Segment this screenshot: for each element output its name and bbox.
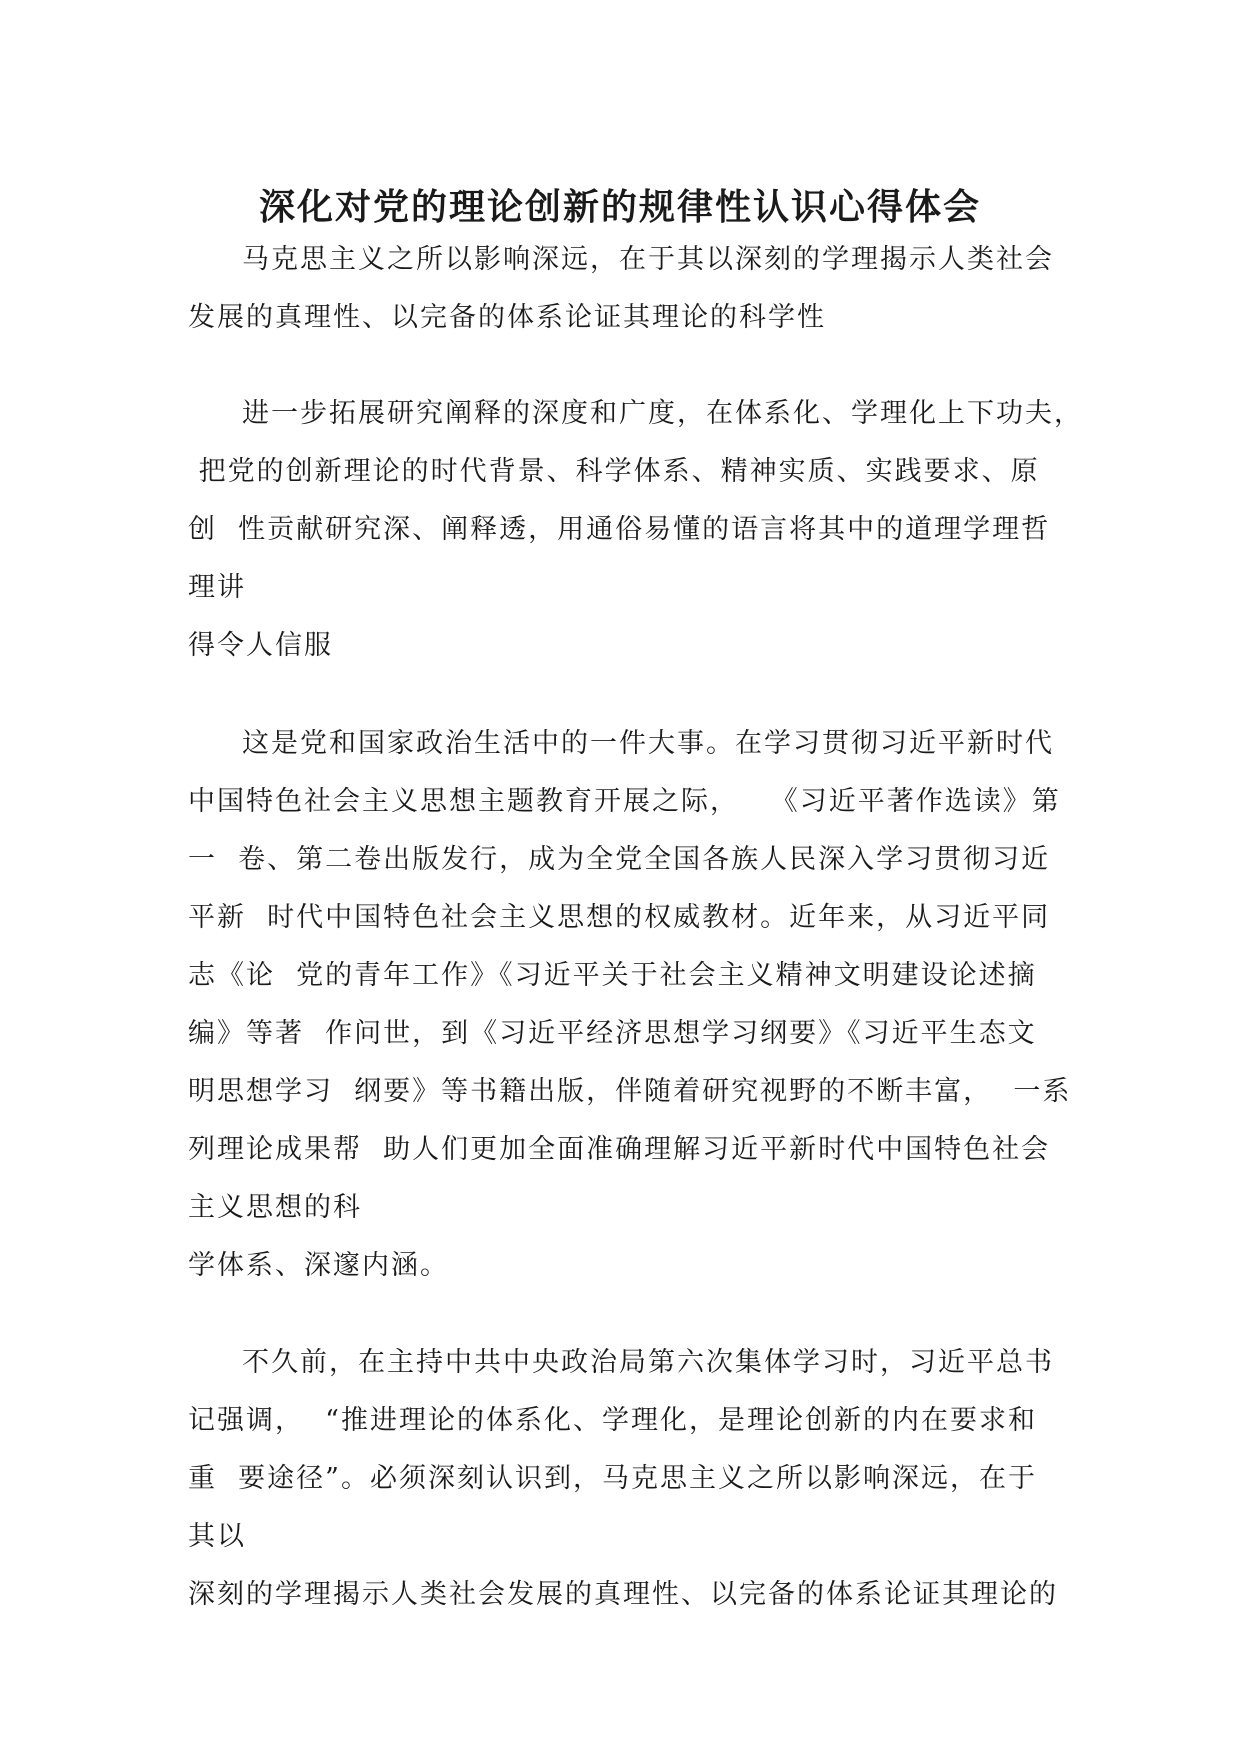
paragraph-line: 其以 <box>188 1521 246 1552</box>
paragraph-line: 创 性贡献研究深、阐释透，用通俗易懂的语言将其中的道理学理哲 <box>188 514 1051 545</box>
paragraph-line: 主义思想的科 <box>188 1192 362 1223</box>
document-title: 深化对党的理论创新的规律性认识心得体会 <box>258 186 981 228</box>
paragraph-line: 不久前，在主持中共中央政治局第六次集体学习时，习近平总书 <box>242 1347 1054 1378</box>
paragraph-line: 发展的真理性、以完备的体系论证其理论的科学性 <box>188 302 826 333</box>
paragraph-line: 学体系、深邃内涵。 <box>188 1250 449 1281</box>
paragraph-line: 明思想学习 纲要》等书籍出版，伴随着研究视野的不断丰富， 一系 <box>188 1076 1072 1107</box>
paragraph-line: 编》等著 作问世，到《习近平经济思想学习纲要》《习近平生态文 <box>188 1018 1037 1049</box>
paragraph-line: 平新 时代中国特色社会主义思想的权威教材。近年来，从习近平同 <box>188 902 1051 933</box>
paragraph-line: 得令人信服 <box>188 630 333 661</box>
paragraph-line: 记强调， “推进理论的体系化、学理化，是理论创新的内在要求和 <box>188 1405 1037 1436</box>
paragraph-line: 列理论成果帮 助人们更加全面准确理解习近平新时代中国特色社会 <box>188 1134 1051 1165</box>
paragraph-line: 深刻的学理揭示人类社会发展的真理性、以完备的体系论证其理论的 <box>188 1579 1058 1610</box>
paragraph-line: 一 卷、第二卷出版发行，成为全党全国各族人民深入学习贯彻习近 <box>188 844 1051 875</box>
paragraph-line: 把党的创新理论的时代背景、科学体系、精神实质、实践要求、原 <box>188 456 1040 487</box>
paragraph-line: 理讲 <box>188 572 246 603</box>
paragraph-line: 进一步拓展研究阐释的深度和广度，在体系化、学理化上下功夫， <box>242 398 1083 429</box>
paragraph-line: 中国特色社会主义思想主题教育开展之际， 《习近平著作选读》第 <box>188 786 1061 817</box>
paragraph-line: 这是党和国家政治生活中的一件大事。在学习贯彻习近平新时代 <box>242 728 1054 759</box>
paragraph-line: 志《论 党的青年工作》《习近平关于社会主义精神文明建设论述摘 <box>188 960 1037 991</box>
paragraph-line: 马克思主义之所以影响深远，在于其以深刻的学理揭示人类社会 <box>242 244 1054 275</box>
paragraph-line: 重 要途径”。必须深刻认识到，马克思主义之所以影响深远，在于 <box>188 1463 1037 1494</box>
